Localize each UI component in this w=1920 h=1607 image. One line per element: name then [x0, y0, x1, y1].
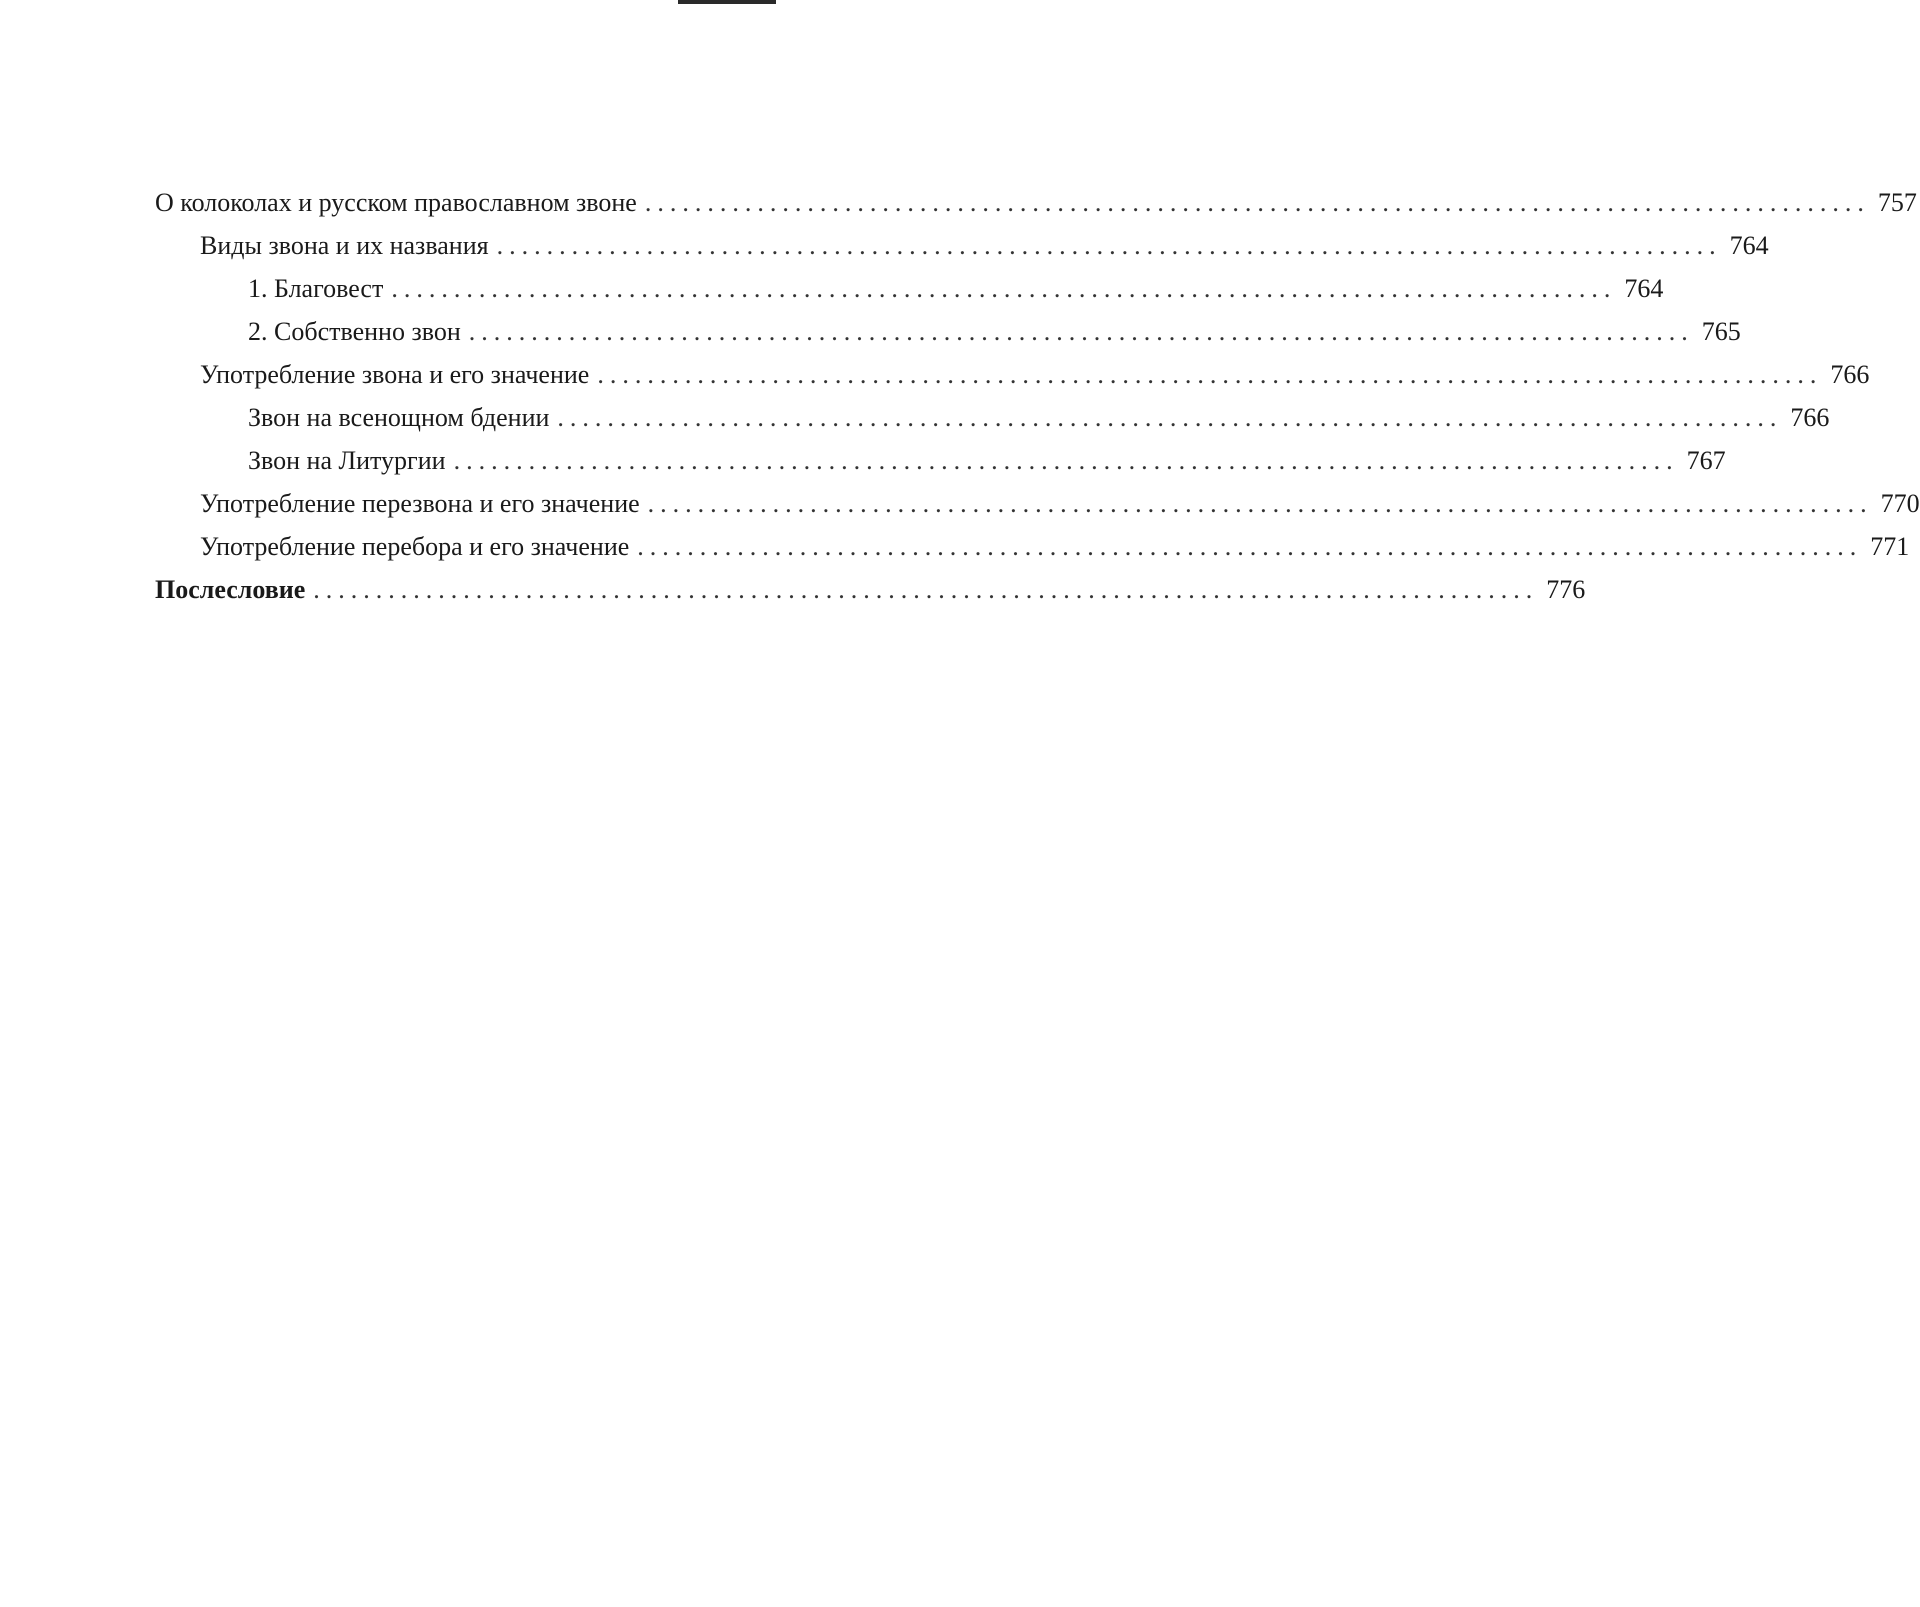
dot-leader: .................................................................................................. — [313, 575, 1539, 604]
dot-leader: .................................................................................................. — [597, 360, 1823, 389]
toc-entry[interactable] — [155, 267, 1664, 310]
toc-entry-afterword[interactable] — [155, 568, 1586, 611]
toc-entry-page: 766 — [1790, 403, 1830, 432]
toc-entry-page: 764 — [1729, 231, 1769, 260]
toc-entry[interactable] — [155, 181, 1917, 224]
dot-leader: .................................................................................................. — [557, 403, 1783, 432]
toc-entry-title: Звон на Литургии — [248, 446, 446, 475]
toc-entry-page: 757 — [1877, 188, 1917, 217]
dot-leader: .................................................................................................. — [637, 532, 1863, 561]
toc-entry-title: Виды звона и их названия — [200, 231, 489, 260]
toc-entry-title: 2. Собственно звон — [248, 317, 461, 346]
toc-entry-title: 1. Благовест — [248, 274, 384, 303]
toc-entry-page: 771 — [1870, 532, 1910, 561]
dot-leader: .................................................................................................. — [453, 446, 1679, 475]
toc-entry-title: Послесловие — [155, 575, 306, 604]
toc-entry-title: Употребление звона и его значение — [200, 360, 590, 389]
dot-leader: .................................................................................................. — [468, 317, 1694, 346]
toc-entry-title: Употребление перебора и его значение — [200, 532, 630, 561]
top-rule — [678, 0, 776, 4]
toc-entry-page: 765 — [1701, 317, 1741, 346]
toc-entry-title: О колоколах и русском православном звоне — [155, 188, 637, 217]
toc-entry[interactable] — [155, 310, 1741, 353]
dot-leader: .................................................................................................. — [391, 274, 1617, 303]
dot-leader: .................................................................................................. — [644, 188, 1870, 217]
table-of-contents — [155, 181, 1920, 611]
toc-entry[interactable] — [155, 482, 1920, 525]
toc-entry-page: 766 — [1830, 360, 1870, 389]
toc-entry[interactable] — [155, 396, 1830, 439]
dot-leader: .................................................................................................. — [496, 231, 1722, 260]
dot-leader: .................................................................................................. — [647, 489, 1873, 518]
toc-entry-page: 770 — [1880, 489, 1920, 518]
toc-entry[interactable] — [155, 439, 1726, 482]
toc-entry[interactable] — [155, 224, 1769, 267]
toc-entry-page: 767 — [1686, 446, 1726, 475]
toc-entry-title: Употребление перезвона и его значение — [200, 489, 640, 518]
toc-entry-title: Звон на всенощном бдении — [248, 403, 550, 432]
toc-entry[interactable] — [155, 525, 1910, 568]
toc-entry[interactable] — [155, 353, 1870, 396]
toc-entry-page: 776 — [1546, 575, 1586, 604]
toc-entry-page: 764 — [1624, 274, 1664, 303]
